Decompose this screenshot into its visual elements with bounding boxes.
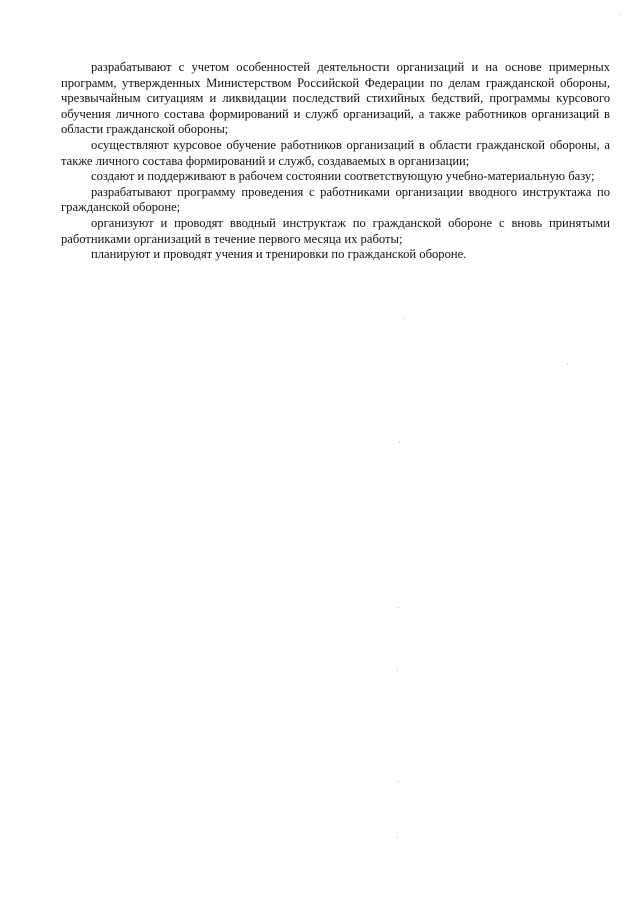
paragraph-induction-program: разрабатывают программу проведения с работниками организации вводного инструктажа по гражданской обороне; [61,184,610,215]
paragraph-course-programs: разрабатывают с учетом особенностей деятельности организаций и на основе примерных программ, утвержденных Министерством Российской Федерации по делам гражданской обороны, чрезвычайным ситуациям и ликвидации последствий стихийных бедствий, программы курсового обучения личного состава формирований и служб организаций, а также работников организаций в области гражданской обороны; [61,60,610,137]
scan-speck [620,14,621,15]
document-body [61,60,610,263]
paragraph-exercises: планируют и проводят учения и тренировки по гражданской обороне. [91,247,467,262]
scan-speck [398,607,399,608]
scan-speck [397,837,398,838]
scan-speck [567,364,568,365]
scan-speck [403,318,404,319]
paragraph-induction-briefing: организуют и проводят вводный инструктаж по гражданской обороне с вновь принятыми работниками организаций в течение первого месяца их работы; [61,215,610,246]
scan-speck [399,442,400,443]
paragraph-material-base: создают и поддерживают в рабочем состоянии соответствующую учебно-материальную базу; [91,169,595,184]
scan-speck [398,781,399,782]
scan-speck [397,670,398,671]
paragraph-course-training: осуществляют курсовое обучение работников организаций в области гражданской обороны, а также личного состава формирований и служб, создаваемых в организации; [61,137,610,168]
